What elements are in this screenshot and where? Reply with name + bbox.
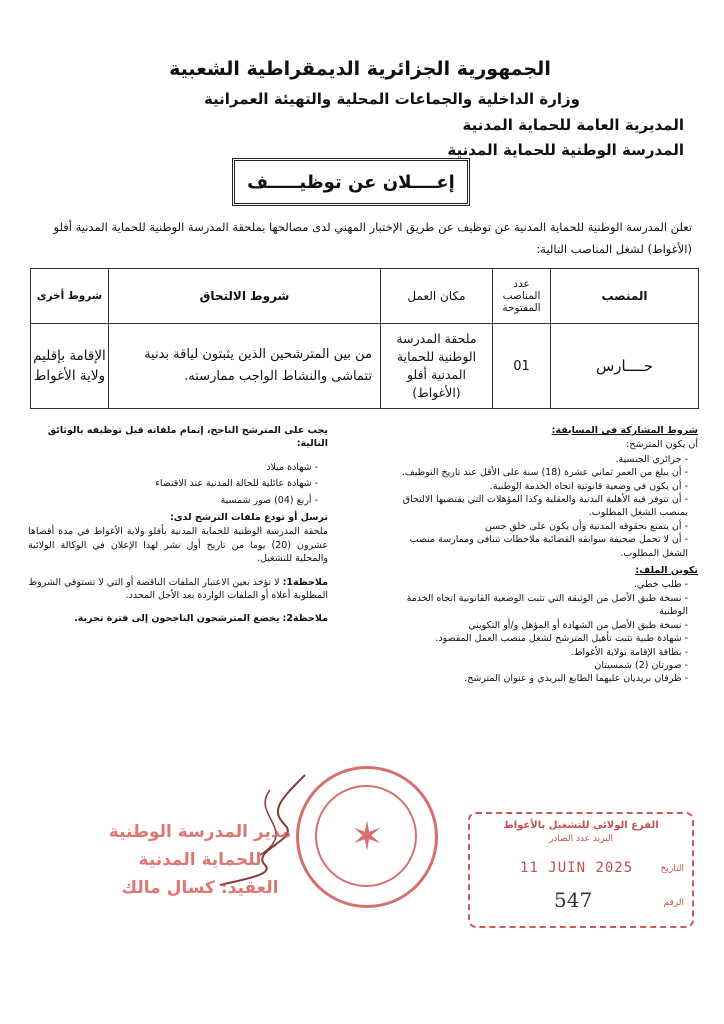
list-item: - أربع (04) صور شمسية bbox=[28, 494, 318, 507]
list-item: - ظرفان بريديان عليهما الطابع البريدي و عنوان المترشح. bbox=[398, 672, 688, 685]
file-list bbox=[398, 578, 698, 685]
header-post: المنصب bbox=[551, 269, 699, 324]
reg-stamp-line-2: البريد عدد الصادر bbox=[548, 834, 614, 844]
cell-location: ملحقة المدرسة الوطنية للحماية المدنية أفلو (الأغواط) bbox=[381, 324, 493, 409]
send-title: ترسل أو تودع ملفات الترشح لدى: bbox=[170, 512, 328, 524]
header-conditions: شروط الالتحاق bbox=[109, 269, 381, 324]
reg-stamp-number: 547 bbox=[554, 888, 593, 912]
signature-stamp bbox=[80, 818, 320, 902]
list-item: - صورتان (2) شمسيتان bbox=[398, 659, 688, 672]
must-list bbox=[28, 461, 328, 507]
participation-item: أن يكون المترشح: bbox=[626, 439, 698, 451]
list-item: - أن يكون في وضعية قانونية اتجاه الخدمة الوطنية. bbox=[398, 480, 688, 493]
table-row bbox=[31, 324, 699, 409]
list-item: - بطاقة الإقامة بولاية الأغواط. bbox=[398, 646, 688, 659]
list-item: - أن يبلغ من العمر ثماني عشرة (18) سنة على الأقل عند تاريخ التوظيف. bbox=[398, 466, 688, 479]
header-other: شروط أخرى bbox=[31, 269, 109, 324]
list-item: - شهادة طبية تثبت تأهيل المترشح لشغل منصب العمل المقصود. bbox=[398, 632, 688, 645]
participation-title: شروط المشاركة في المسابقة: bbox=[551, 425, 698, 436]
cell-conditions: من بين المترشحين الذين يثبتون لياقة بدنية تتماشى والنشاط الواجب ممارسته. bbox=[109, 324, 381, 409]
reg-stamp-date-label: التاريخ bbox=[660, 864, 684, 874]
note-2-text: يخضع المترشحون الناجحون إلى فترة تجربة. bbox=[74, 613, 280, 625]
list-item: - شهادة ميلاد bbox=[28, 461, 318, 474]
positions-table bbox=[30, 268, 699, 409]
requirements-column bbox=[28, 424, 328, 627]
intro-paragraph: تعلن المدرسة الوطنية للحماية المدنية عن توظيف عن طريق الإختبار المهني لدى مصالحها بملحقة المدرسة الوطنية للحماية المدنية أفلو (الأغواط) لشغل المناصب التالية: bbox=[53, 220, 692, 256]
note-2-label: ملاحظة2: bbox=[282, 613, 328, 625]
cell-other: الإقامة بإقليم ولاية الأغواط bbox=[31, 324, 109, 409]
list-item: - جزائري الجنسية. bbox=[398, 453, 688, 466]
ministry-header: وزارة الداخلية والجماعات المحلية والتهيئة العمرانية bbox=[203, 90, 580, 108]
note-1 bbox=[28, 576, 328, 603]
table-header-row bbox=[31, 269, 699, 324]
participation-column bbox=[398, 424, 698, 686]
list-item: - أن تتوفر فيه الأهلية البدنية والعقلية وكذا المؤهلات التي يقتضيها الالتحاق بمنصب الشغل المطلوب. bbox=[398, 493, 688, 520]
send-text: ملحقة المدرسة الوطنية للحماية المدنية بأفلو ولاية الأغواط في مدة أقصاها عشرون (20) يوما من تاريخ أول نشر لهذا الإعلان في الوكالة الولائية والمحلية للتشغيل. bbox=[28, 526, 328, 565]
reg-stamp-number-label: الرقم bbox=[663, 898, 684, 908]
note-1-text: لا تؤخذ بعين الاعتبار الملفات الناقصة أو التي لا تستوفي الشروط المطلوبة أعلاه أو الملفات الواردة بعد الأجل المحدد. bbox=[28, 576, 328, 602]
signature-line-1: مدير المدرسة الوطنية bbox=[108, 822, 292, 842]
note-2 bbox=[28, 612, 328, 625]
announcement-title-text: إعــــلان عن توظيـــــف bbox=[247, 171, 455, 193]
participation-list bbox=[398, 453, 698, 560]
list-item: - نسخة طبق الأصل من الشهادة أو المؤهل و/أو التكويني bbox=[398, 619, 688, 632]
republic-header: الجمهورية الجزائرية الديمقراطية الشعبية bbox=[169, 58, 551, 80]
reg-stamp-line-1: الفرع الولائي للتشغيل بالأغواط bbox=[503, 820, 659, 831]
file-title: تكوين الملف: bbox=[635, 565, 698, 577]
reg-stamp-date: 11 JUIN 2025 bbox=[520, 860, 634, 876]
header-location: مكان العمل bbox=[381, 269, 493, 324]
list-item: - أن لا تحمل صحيفة سوابقه القضائية ملاحظات تتنافى وممارسة منصب الشغل المطلوب. bbox=[398, 533, 688, 560]
list-item: - نسخة طبق الأصل من الوثيقة التي تثبت الوضعية القانونية اتجاه الخدمة الوطنية bbox=[398, 592, 688, 619]
announcement-title bbox=[232, 158, 470, 206]
note-1-label: ملاحظة1: bbox=[282, 576, 328, 588]
cell-count: 01 bbox=[493, 324, 551, 409]
signature-line-3: العقيد: كسال مالك bbox=[121, 878, 279, 898]
directorate-header: المديرية العامة للحماية المدنية bbox=[462, 116, 684, 134]
header-count: عدد المناصب المفتوحة bbox=[493, 269, 551, 324]
cell-post: حــــارس bbox=[551, 324, 699, 409]
registration-stamp bbox=[468, 812, 694, 928]
list-item: - أن يتمتع بحقوقه المدنية وأن يكون على خلق حسن bbox=[398, 520, 688, 533]
school-header: المدرسة الوطنية للحماية المدنية bbox=[447, 141, 684, 159]
must-title: يجب على المترشح الناجح، إتمام ملفاته قبل توظيفه بالوثائق التالية: bbox=[47, 425, 328, 450]
signature-line-2: للحماية المدنية bbox=[138, 850, 262, 870]
list-item: - شهادة عائلية للحالة المدنية عند الاقتضاء bbox=[28, 477, 318, 490]
emblem-icon: ✶ bbox=[350, 814, 384, 860]
list-item: - طلب خطي. bbox=[398, 578, 688, 591]
